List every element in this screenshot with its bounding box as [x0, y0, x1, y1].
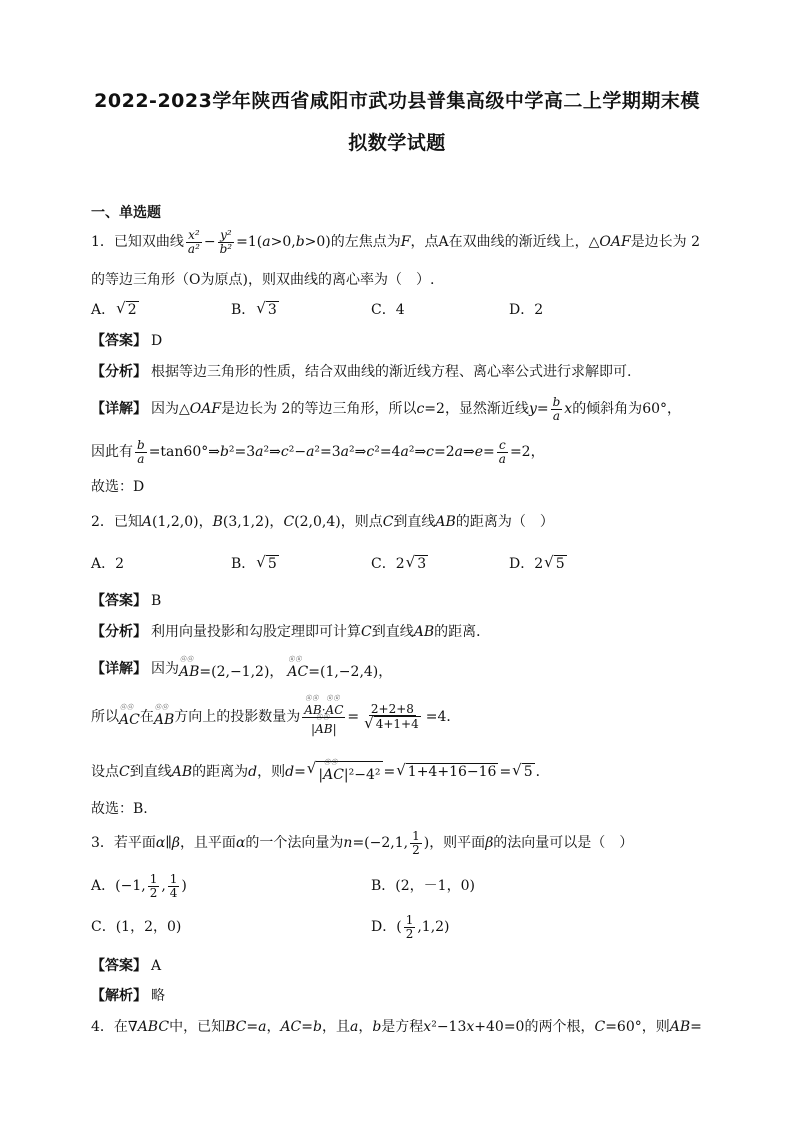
q3-option-a[interactable]: A． (−1, 1 2 , 1 4 ) [91, 871, 187, 900]
q1-detail-line-2: 因此有 $\frac{b}{a}$ =tan60°⇒b²=3a²⇒c²−a²=3a²⇒c²=4a²⇒c=2a⇒e= $\frac{c}{a}$ =2， [91, 437, 545, 466]
q2-option-a[interactable]: A．2 [91, 556, 125, 572]
normal-vector-half-fraction: 1 2 [412, 828, 420, 857]
projection-value-fraction: 2+2+8 √ 4+1+4 [364, 701, 419, 733]
q1-option-b[interactable]: B． √ 3 [231, 299, 277, 319]
q1-stem-d: 是边长为 2 [630, 234, 701, 250]
q2-conclusion: 故选：B. [91, 801, 148, 817]
q2-answer: 【答案】 B [91, 593, 162, 609]
q3-answer: 【答案】 A [91, 958, 162, 974]
q2-detail: 【详解】 因为 ⓤⓤ AB=(2,−1,2)，ⓤⓤ AC=(1,−2,4)， [91, 654, 710, 684]
q1-option-d[interactable]: D．2 [509, 302, 544, 318]
section-heading: 一、单选题 [91, 205, 161, 221]
q2-option-d[interactable]: D． 2 √ 5 [509, 553, 565, 573]
doc-title-line-1: 2022-2023学年陕西省咸阳市武功县普集高级中学高二上学期期末模 [94, 90, 700, 112]
q1-analysis-text: 根据等边三角形的性质，结合双曲线的渐近线方程、离心率公式进行求解即可. [151, 364, 632, 380]
hyperbola-fraction-y: $\frac{\text{y²}}{\text{b²}}$ [219, 227, 233, 256]
q4-stem: 4．在 ∇ABC 中，已知 BC = a ， AC = b ，且 a ， b 是方程 x ²−13 x +40=0 的两个根， C =60° ，则 AB = [91, 1019, 702, 1035]
q3-explain: 【解析】 略 [91, 988, 165, 1004]
q2-distance: 设点 C 到直线 AB 的距离为 d ，则 d = √ |ⓤⓤ AC|²−4² = √ 1+4+16−16 = √ 5 ． [91, 757, 710, 787]
q3-stem: 3．若平面 α∥β ，且平面 α 的一个法向量为 n =(−2,1, 1 2 ) ，则平面 β 的法向量可以是（ ） [91, 828, 634, 857]
q2-option-b[interactable]: B． √ 5 [231, 553, 277, 573]
q3-explain-text: 略 [151, 988, 165, 1004]
q3-options-row-2 [91, 912, 710, 942]
asymptote-slope-fraction: $\frac{b}{a}$ [552, 394, 561, 423]
q1-stem-a: 1．已知双曲线 [91, 234, 184, 250]
q3-option-d[interactable]: D． ( 1 2 ,1,2) [371, 912, 450, 941]
q3-answer-value: A [151, 958, 162, 974]
q3-options-row-1 [91, 871, 710, 901]
projection-fraction: ⓤⓤ $\frac{AB\cdotⓤⓤ AC}{|ⓤⓤ AB|}$ [302, 699, 345, 735]
q3-option-b[interactable]: B．(2，－1，0) [371, 878, 475, 894]
q1-option-a[interactable]: A． √ 2 [91, 299, 137, 319]
q1-stem-c: ，点A在双曲线的渐近线上，△ [410, 234, 600, 250]
q3-option-c[interactable]: C．(1，2，0) [91, 919, 182, 935]
q1-answer-value: D [151, 333, 163, 349]
q1-detail-line-1: 【详解】 因为△ OAF 是边长为 2的等边三角形，所以 c =2 ，显然渐近线 y = $\frac{b}{a}$ x 的倾斜角为 60°， [91, 394, 682, 423]
q2-analysis: 【分析】 利用向量投影和勾股定理即可计算 C 到直线 AB 的距离． [91, 624, 491, 640]
q1-answer: 【答案】 D [91, 333, 163, 349]
q2-option-c[interactable]: C． 2 √ 3 [371, 553, 427, 573]
q2-answer-value: B [151, 593, 162, 609]
hyperbola-fraction-x: x² a² [187, 227, 200, 256]
q1-options [91, 295, 710, 325]
q2-stem: 2．已知 A(1,2,0)，B(3,1,2)，C(2,0,4) ，则点 C 到直线 AB 的距离为（ ） [91, 514, 554, 530]
tan-fraction: $\frac{b}{a}$ [137, 437, 145, 466]
q1-analysis: 【分析】 根据等边三角形的性质，结合双曲线的渐近线方程、离心率公式进行求解即可. [91, 364, 632, 380]
q1-stem-line-1: 1．已知双曲线 x² a² − $\frac{\text{y²}}{\text{b²}}$ =1(a>0,b>0) 的左焦点为 F ，点A在双曲线的渐近线上，△ OAF 是边长为 2 [91, 227, 701, 256]
eccentricity-fraction: $\frac{c}{a}$ [498, 437, 506, 466]
q1-stem-line-2: 的等边三角形（O为原点)，则双曲线的离心率为（ ）. [91, 272, 435, 288]
q2-options [91, 549, 710, 579]
doc-title-line-2: 拟数学试题 [348, 132, 446, 154]
q1-conclusion: 故选：D [91, 479, 145, 495]
q1-stem-b: 的左焦点为 [330, 234, 401, 250]
q2-projection: 所以 ⓤⓤ AC 在 ⓤⓤ AB 方向上的投影数量为 ⓤⓤ $\frac{AB\cdotⓤⓤ AC}{|ⓤⓤ AB|}$ = 2+2+8 √ 4+1+4 =4． [91, 702, 710, 732]
q1-option-c[interactable]: C．4 [371, 302, 405, 318]
